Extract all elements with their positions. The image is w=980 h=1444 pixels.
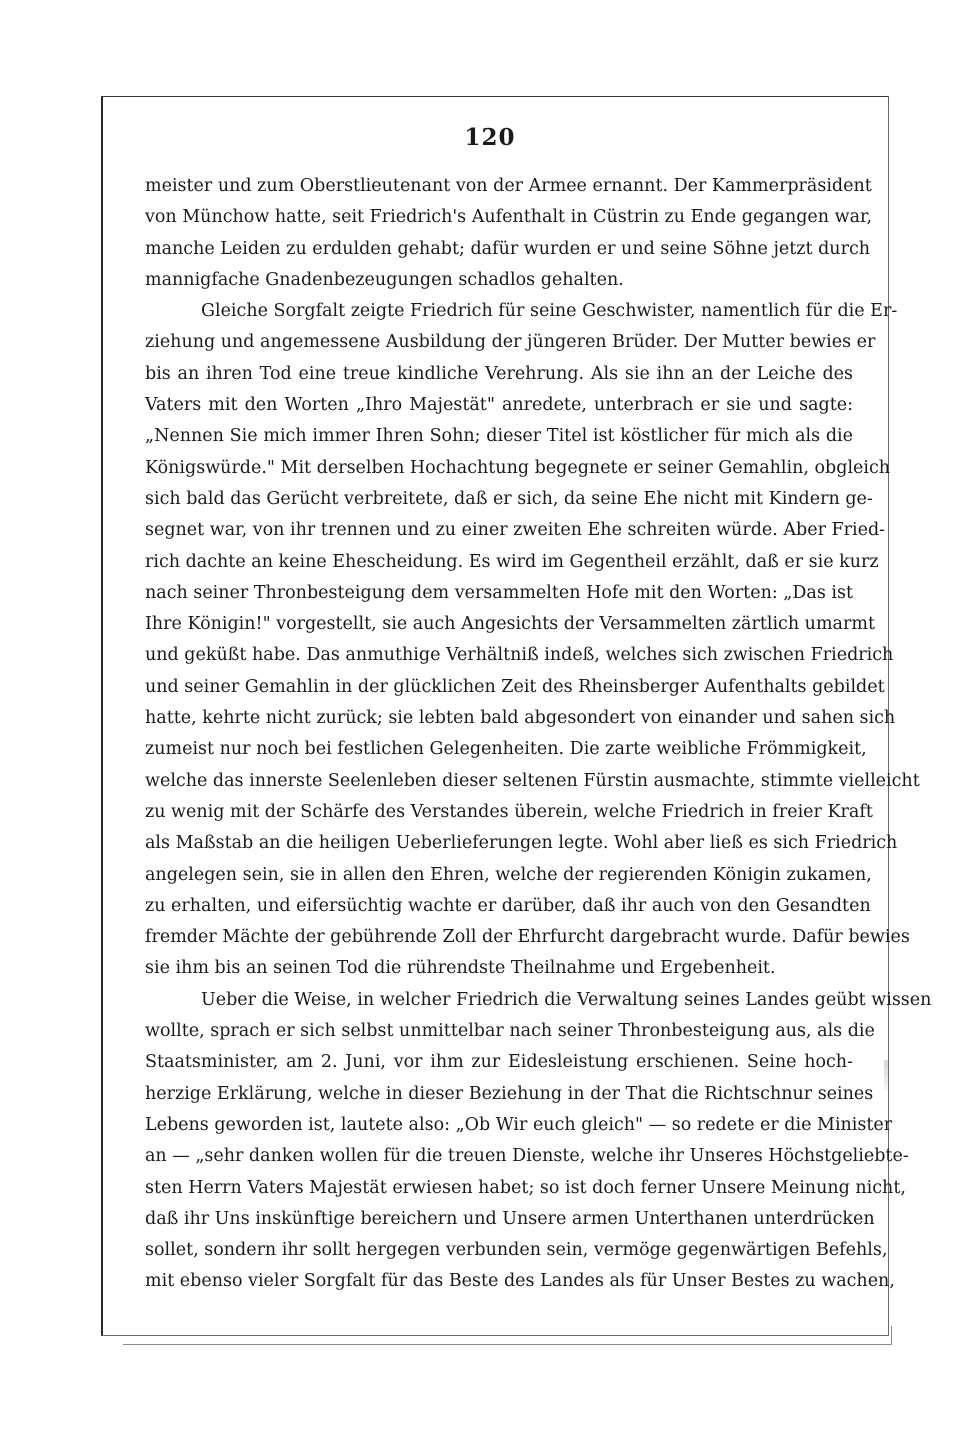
text-line: welche das innerste Seelenleben dieser seltenen Fürstin ausmachte, stimmte vielleicht	[145, 770, 920, 791]
text-line: herzige Erklärung, welche in dieser Beziehung in der That die Richtschnur seines	[145, 1083, 874, 1104]
text-line: hatte, kehrte nicht zurück; sie lebten bald abgesondert von einander und sahen sich	[145, 708, 896, 729]
text-line: nach seiner Thronbesteigung dem versammelten Hofe mit den Worten: „Das ist	[145, 582, 853, 603]
text-line: sten Herrn Vaters Majestät erwiesen habet; so ist doch ferner Unsere Meinung nicht,	[145, 1177, 906, 1198]
page-frame-shadow	[123, 1326, 892, 1345]
text-line: zumeist nur noch bei festlichen Gelegenheiten. Die zarte weibliche Frömmigkeit,	[145, 739, 867, 760]
text-line: manche Leiden zu erdulden gehabt; dafür wurden er und seine Söhne jetzt durch	[145, 238, 871, 259]
text-line: zu erhalten, und eifersüchtig wachte er darüber, daß ihr auch von den Gesandten	[145, 895, 871, 916]
text-line: angelegen sein, sie in allen den Ehren, welche der regierenden Königin zukamen,	[145, 864, 872, 885]
body-text	[145, 171, 932, 1298]
text-line: sollet, sondern ihr sollt hergegen verbunden sein, vermöge gegenwärtigen Befehls,	[145, 1240, 888, 1261]
text-line: sich bald das Gerücht verbreitete, daß er sich, da seine Ehe nicht mit Kindern ge-	[145, 488, 873, 509]
text-line: segnet war, von ihr trennen und zu einer zweiten Ehe schreiten würde. Aber Fried-	[145, 520, 886, 541]
scan-smudge	[884, 1060, 888, 1090]
text-line: an — „sehr danken wollen für die treuen Dienste, welche ihr Unseres Höchstgeliebte-	[145, 1146, 909, 1167]
page-number: 120	[464, 124, 516, 151]
text-line: ziehung und angemessene Ausbildung der jüngeren Brüder. Der Mutter bewies er	[145, 332, 876, 353]
text-line: von Münchow hatte, seit Friedrich's Aufenthalt in Cüstrin zu Ende gegangen war,	[145, 207, 873, 228]
text-line: rich dachte an keine Ehescheidung. Es wird im Gegentheil erzählt, daß er sie kurz	[145, 551, 879, 572]
text-line: fremder Mächte der gebührende Zoll der Ehrfurcht dargebracht wurde. Dafür bewies	[145, 927, 910, 948]
text-line: bis an ihren Tod eine treue kindliche Verehrung. Als sie ihn an der Leiche des	[145, 363, 853, 384]
text-line: Ihre Königin!" vorgestellt, sie auch Angesichts der Versammelten zärtlich umarmt	[145, 614, 875, 635]
text-line: meister und zum Oberstlieutenant von der Armee ernannt. Der Kammerpräsident	[145, 176, 872, 196]
text-line: Ueber die Weise, in welcher Friedrich die Verwaltung seines Landes geübt wissen	[201, 989, 932, 1010]
text-line: Staatsminister, am 2. Juni, vor ihm zur Eidesleistung erschienen. Seine hoch-	[145, 1052, 853, 1073]
text-line: wollte, sprach er sich selbst unmittelbar nach seiner Thronbesteigung aus, als die	[145, 1021, 875, 1042]
text-line: als Maßstab an die heiligen Ueberlieferungen legte. Wohl aber ließ es sich Friedrich	[145, 833, 898, 854]
text-line: mit ebenso vieler Sorgfalt für das Beste des Landes als für Unser Bestes zu wachen,	[145, 1271, 895, 1292]
text-line: Gleiche Sorgfalt zeigte Friedrich für seine Geschwister, namentlich für die Er-	[201, 301, 898, 322]
text-line: Königswürde." Mit derselben Hochachtung begegnete er seiner Gemahlin, obgleich	[145, 457, 891, 478]
text-line: Lebens geworden ist, lautete also: „Ob Wir euch gleich" — so redete er die Minister	[145, 1114, 893, 1135]
text-line: und seiner Gemahlin in der glücklichen Zeit des Rheinsberger Aufenthalts gebildet	[145, 676, 885, 697]
text-line: sie ihm bis an seinen Tod die rührendste Theilnahme und Ergebenheit.	[145, 958, 776, 979]
text-line: Vaters mit den Worten „Ihro Majestät" anredete, unterbrach er sie und sagte:	[145, 395, 853, 416]
text-line: „Nennen Sie mich immer Ihren Sohn; dieser Titel ist köstlicher für mich als die	[145, 426, 853, 447]
text-line: daß ihr Uns inskünftige bereichern und Unsere armen Unterthanen unterdrücken	[145, 1208, 875, 1229]
text-line: und geküßt habe. Das anmuthige Verhältniß indeß, welches sich zwischen Friedrich	[145, 645, 894, 666]
text-line: mannigfache Gnadenbezeugungen schadlos gehalten.	[145, 269, 624, 290]
text-line: zu wenig mit der Schärfe des Verstandes überein, welche Friedrich in freier Kraft	[145, 801, 873, 822]
